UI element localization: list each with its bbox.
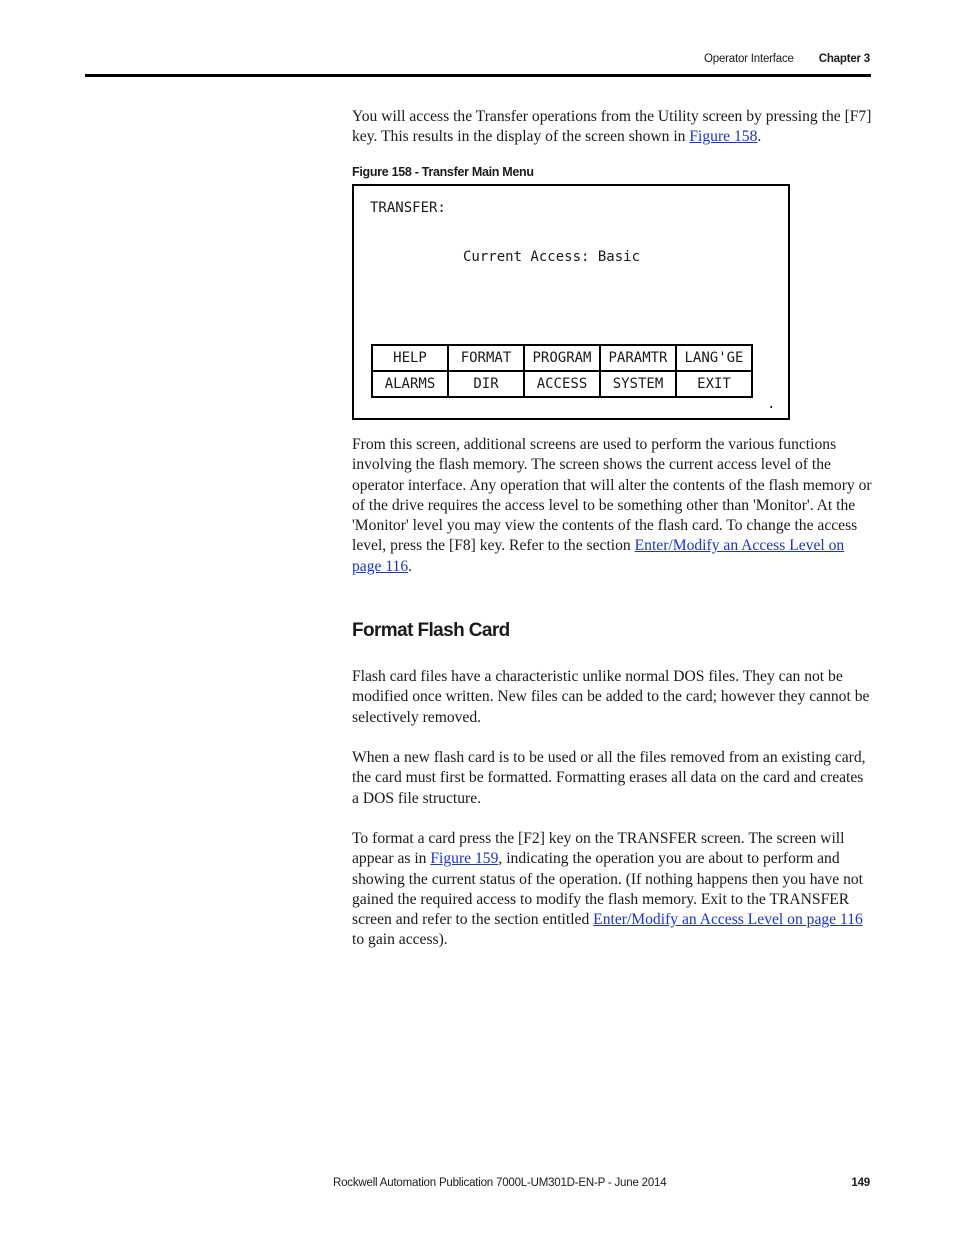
key-access: ACCESS <box>524 371 600 397</box>
para3-text-middle: , indicating the operation you are about to perform and showing the current status of the operation. (If nothing happens then you have not gained the required access to modify the flash memory. Exit to the TRANSFER screen and refer to the section entitled <box>352 850 864 929</box>
screen-description-paragraph <box>352 435 874 577</box>
para3-text-start: To format a card press the [F2] key on the TRANSFER screen. The screen will appear as in <box>352 830 845 868</box>
intro-paragraph <box>352 107 874 148</box>
intro-text-start: You will access the Transfer operations from the Utility screen by pressing the [F7] key. This results in the display of the screen shown in <box>352 108 872 146</box>
footer-publication: Rockwell Automation Publication 7000L-UM301D-EN-P - June 2014 <box>333 1177 667 1189</box>
header-section-title: Operator Interface <box>704 53 794 65</box>
key-langge: LANG'GE <box>676 345 752 371</box>
screen-title: TRANSFER: <box>370 200 446 216</box>
key-program: PROGRAM <box>524 345 600 371</box>
figure-158-link[interactable]: Figure 158 <box>689 128 758 146</box>
key-alarms: ALARMS <box>372 371 448 397</box>
transfer-screen-figure <box>352 184 790 420</box>
header-rule <box>85 74 871 77</box>
key-format: FORMAT <box>448 345 524 371</box>
access-level-link-2[interactable]: Enter/Modify an Access Level on page 116 <box>593 911 863 929</box>
key-paramtr: PARAMTR <box>600 345 676 371</box>
figure-caption: Figure 158 - Transfer Main Menu <box>352 165 534 179</box>
para2-text-start: From this screen, additional screens are used to perform the various functions involving the flash memory. The screen shows the current access level of the operator interface. Any operation that will alter the contents of the flash memory or of the drive requires the access level to be something other than 'Monitor'. At the 'Monitor' level you may view the contents of the flash card. To change the access level, press the [F8] key. Refer to the section <box>352 436 872 555</box>
key-exit: EXIT <box>676 371 752 397</box>
key-system: SYSTEM <box>600 371 676 397</box>
para3-text-end: to gain access). <box>352 931 448 949</box>
key-dir: DIR <box>448 371 524 397</box>
flash-files-paragraph: Flash card files have a characteristic unlike normal DOS files. They can not be modified once written. New files can be added to the card; however they cannot be selectively removed. <box>352 668 870 726</box>
format-requirement-paragraph: When a new flash card is to be used or all the files removed from an existing card, the card must first be formatted. Formatting erases all data on the card and creates a DOS file structure. <box>352 749 866 807</box>
running-header <box>704 53 870 65</box>
access-level-link[interactable]: Enter/Modify an Access Level on page 116 <box>352 537 845 575</box>
footer-page-number: 149 <box>851 1177 870 1189</box>
screen-corner-mark: . <box>767 396 776 412</box>
function-key-grid <box>371 344 753 398</box>
current-access-line: Current Access: Basic <box>463 249 641 265</box>
intro-text-end: . <box>757 128 762 146</box>
format-instructions-paragraph <box>352 829 874 951</box>
figure-159-link[interactable]: Figure 159 <box>430 850 499 868</box>
section-heading: Format Flash Card <box>352 620 510 641</box>
para2-text-end: . <box>408 557 413 575</box>
key-help: HELP <box>372 345 448 371</box>
header-chapter-label: Chapter 3 <box>818 53 870 65</box>
